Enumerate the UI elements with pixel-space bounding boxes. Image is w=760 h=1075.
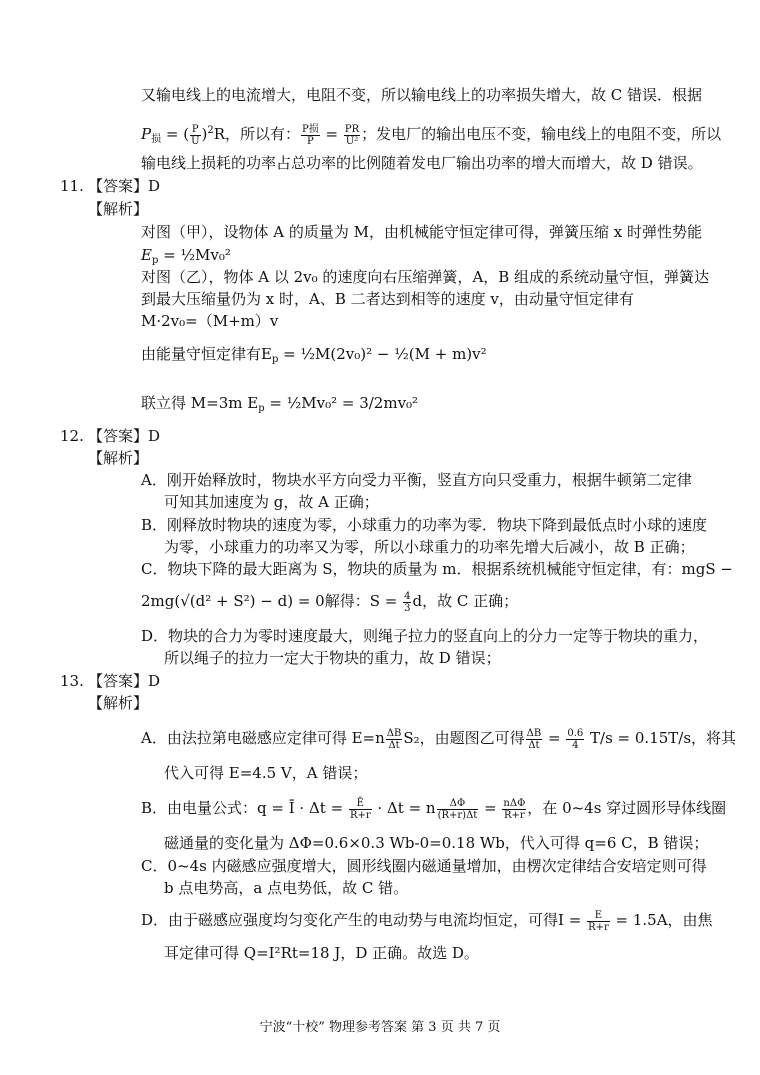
text-line: 对图（乙），物体 A 以 2v₀ 的速度向右压缩弹簧，A，B 组成的系统动量守恒，弹簧达 — [141, 268, 710, 286]
text-line: 所以绳子的拉力一定大于物块的重力，故 D 错误； — [164, 649, 501, 667]
text-line: 磁通量的变化量为 ΔΦ=0.6×0.3 Wb-0=0.18 Wb，代入可得 q=6 C，B 错误； — [164, 834, 709, 852]
text-line: b 点电势高，a 点电势低，故 C 错。 — [164, 879, 409, 897]
text-line: 代入可得 E=4.5 V，A 错误； — [164, 764, 368, 782]
text-line: C．物块下降的最大距离为 S，物块的质量为 m．根据系统机械能守恒定律，有：mgS − — [141, 560, 733, 578]
fraction: $\frac{E}{R+r}$ — [588, 909, 609, 933]
formula-line: A．由法拉第电磁感应定律可得 E=n $\frac{\Delta B}{\Delta t}$ S₂，由题图乙可得 $\frac{\Delta B}{\Delta t}$ = $\frac{0.6}{4}$ T/s = 0.15T/s，将其 — [141, 727, 737, 751]
fraction: $\frac{\text{nΔΦ}}{R+r}$ — [503, 797, 526, 821]
fraction: $\frac{\Delta\Phi}{(R+r)\Delta t}$ — [437, 797, 478, 821]
text-line: M·2v₀=（M+m）v — [141, 312, 279, 330]
text-line: 对图（甲），设物体 A 的质量为 M，由机械能守恒定律可得，弹簧压缩 x 时弹性势能 — [141, 223, 702, 241]
text-line: D．物块的合力为零时速度最大，则绳子拉力的竖直向上的分力一定等于物块的重力， — [141, 627, 709, 645]
fraction: $\frac{\text{P损}}{P}$ — [302, 123, 319, 147]
answer-label: 【答案】D — [88, 177, 161, 195]
analysis-label: 【解析】 — [88, 694, 149, 712]
formula-line: 联立得 M=3m $E_p$ = ½Mv₀² = 3/2mv₀² — [141, 394, 419, 414]
question-number: 11. — [60, 177, 84, 195]
fraction: $\frac{Ē}{R+r}$ — [349, 797, 371, 821]
fraction: $\frac{\Delta B}{\Delta t}$ — [526, 727, 542, 751]
page-footer: 宁波“十校” 物理参考答案 第 3 页 共 7 页 — [259, 1020, 501, 1035]
text-line: 到最大压缩量仍为 x 时，A、B 二者达到相等的速度 v，由动量守恒定律有 — [141, 290, 634, 308]
fraction: $\frac{PR}{\text{U²}}$ — [344, 123, 360, 147]
analysis-label: 【解析】 — [88, 200, 149, 218]
question-number: 13. — [60, 672, 84, 690]
formula-line: $E_p$ = ½Mv₀² — [141, 246, 231, 266]
question-number: 12. — [60, 427, 84, 445]
answer-label: 【答案】D — [88, 427, 161, 445]
text-line: 输电线上损耗的功率占总功率的比例随着发电厂输出功率的增大而增大，故 D 错误。 — [141, 154, 703, 172]
formula-line: B．由电量公式：q = Ī · Δt = $\frac{Ē}{R+r}$ · Δt = n $\frac{\Delta\Phi}{(R+r)\Delta t}$ = $\frac{\text{nΔΦ}}{R+r}$ ，在 0~4s 穿过圆形导体线圈 — [141, 797, 727, 821]
answer-label: 【答案】D — [88, 672, 161, 690]
formula-line: 由能量守恒定律有$E_p$ = ½M(2v₀)² − ½(M + m)v² — [141, 345, 487, 365]
formula-line: 2mg(√(d² + S²) − d) = 0解得：S = $\frac{4}{3}$ d，故 C 正确； — [141, 590, 519, 614]
text-line: 可知其加速度为 g，故 A 正确； — [164, 493, 379, 511]
fraction: $\frac{0.6}{4}$ — [567, 727, 584, 751]
analysis-label: 【解析】 — [88, 449, 149, 467]
text-line: 为零，小球重力的功率又为零，所以小球重力的功率先增大后减小，故 B 正确； — [164, 538, 695, 556]
formula-line: D．由于磁感应强度均匀变化产生的电动势与电流均恒定，可得I = $\frac{E}{R+r}$ = 1.5A，由焦 — [141, 909, 713, 933]
text-line: C．0~4s 内磁感应强度增大，圆形线圈内磁通量增加，由楞次定律结合安培定则可得 — [141, 857, 707, 875]
formula-line: $P_损$ = ( $\frac{P}{U}$ )$^2$R，所以有： $\frac{\text{P损}}{P}$ = $\frac{PR}{\text{U²}}$ ；发电厂的输出电压不变，输电线上的电阻不变，所以 — [141, 123, 722, 147]
text-line: B．刚释放时物块的速度为零，小球重力的功率为零．物块下降到最低点时小球的速度 — [141, 516, 708, 534]
text-line: A．刚开始释放时，物块水平方向受力平衡，竖直方向只受重力，根据牛顿第二定律 — [141, 471, 692, 489]
text-line: 又输电线上的电流增大，电阻不变，所以输电线上的功率损失增大，故 C 错误．根据 — [141, 86, 703, 104]
fraction: $\frac{\Delta B}{\Delta t}$ — [386, 727, 402, 751]
fraction: $\frac{P}{U}$ — [191, 123, 200, 147]
fraction: $\frac{4}{3}$ — [404, 590, 411, 614]
text-line: 耳定律可得 Q=I²Rt=18 J，D 正确。故选 D。 — [164, 944, 479, 962]
